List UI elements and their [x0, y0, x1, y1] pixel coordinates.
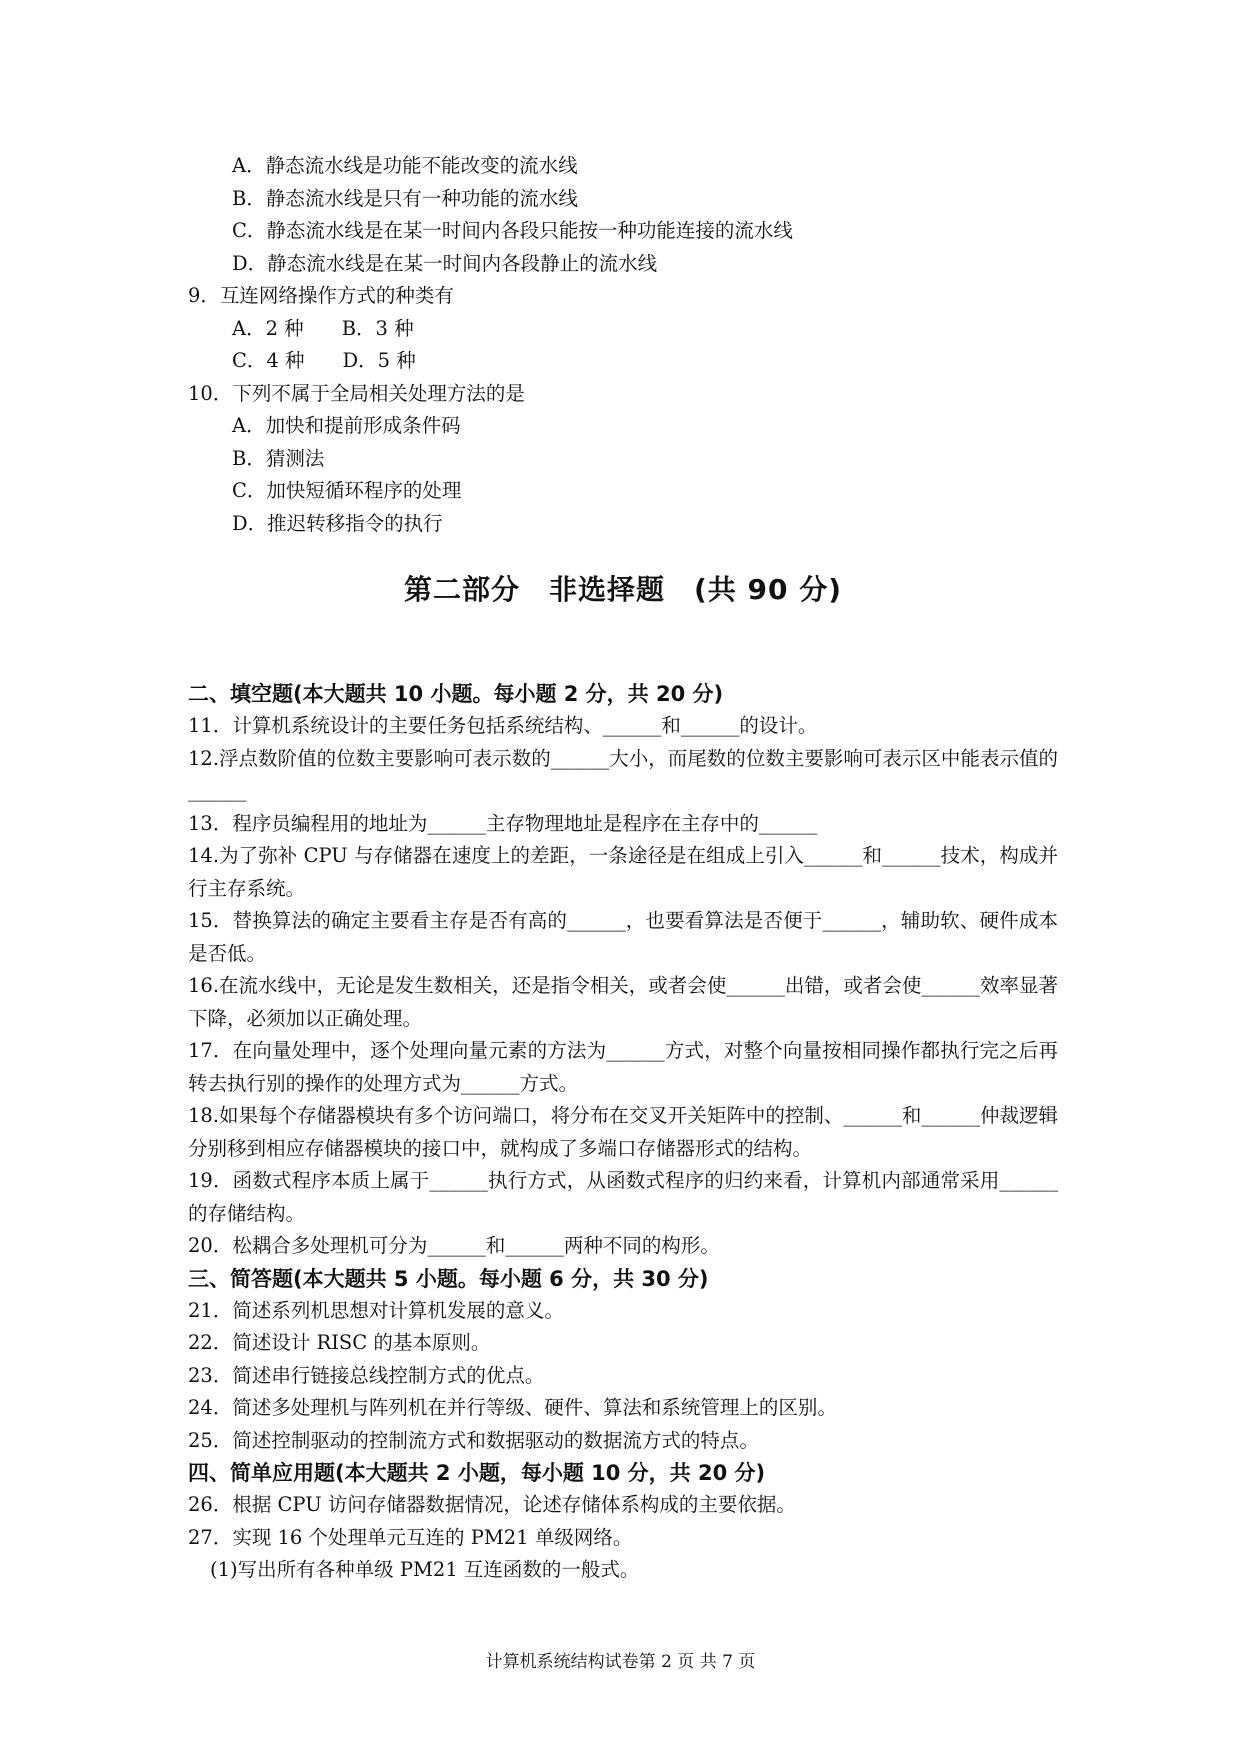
q9-option-b: B．3 种	[341, 316, 414, 340]
q9-stem: 9．互连网络操作方式的种类有	[188, 284, 454, 307]
q8-option-d: D．静态流水线是在某一时间内各段静止的流水线	[232, 251, 658, 275]
exam-content	[188, 150, 1058, 1587]
q10-option-b: B．猜测法	[232, 446, 325, 470]
question-17: 17．在向量处理中，逐个处理向量元素的方法为______方式，对整个向量按相同操作都执行完之后再转去执行别的操作的处理方式为______方式。	[188, 1039, 1058, 1095]
question-12: 12.浮点数阶值的位数主要影响可表示数的______大小，而尾数的位数主要影响可表示区中能表示值的______	[188, 746, 1058, 802]
q8-option-c: C．静态流水线是在某一时间内各段只能按一种功能连接的流水线	[232, 219, 793, 242]
part2-title: 第二部分 非选择题 (共 90 分)	[403, 573, 843, 606]
question-27: 27．实现 16 个处理单元互连的 PM21 单级网络。	[188, 1525, 633, 1549]
question-21: 21．简述系列机思想对计算机发展的意义。	[188, 1298, 564, 1322]
question-11: 11．计算机系统设计的主要任务包括系统结构、______和______的设计。	[188, 714, 818, 737]
q9-option-a: A．2 种	[232, 316, 304, 340]
question-15: 15．替换算法的确定主要看主存是否有高的______，也要看算法是否便于______，辅助软、硬件成本是否低。	[188, 909, 1058, 965]
q9-option-c: C．4 种	[232, 349, 305, 372]
q10-option-c: C．加快短循环程序的处理	[232, 479, 462, 502]
q9-option-d: D．5 种	[342, 349, 416, 372]
q10-option-a: A．加快和提前形成条件码	[232, 414, 461, 437]
question-26: 26．根据 CPU 访问存储器数据情况，论述存储体系构成的主要依据。	[188, 1493, 796, 1516]
q9-options-row1	[188, 313, 1058, 346]
fill-heading: 二、填空题(本大题共 10 小题。每小题 2 分，共 20 分)	[188, 682, 724, 706]
question-27-part-1: (1)写出所有各种单级 PM21 互连函数的一般式。	[210, 1558, 640, 1581]
q9-options-row2	[188, 345, 1058, 378]
question-19: 19．函数式程序本质上属于______执行方式，从函数式程序的归约来看，计算机内部通常采用______的存储结构。	[188, 1169, 1058, 1225]
question-16: 16.在流水线中，无论是发生数相关，还是指令相关，或者会使______出错，或者会使______效率显著下降，必须加以正确处理。	[188, 974, 1058, 1030]
q8-option-a: A．静态流水线是功能不能改变的流水线	[232, 154, 578, 177]
question-13: 13．程序员编程用的地址为______主存物理地址是程序在主存中的______	[188, 811, 818, 835]
question-24: 24．简述多处理机与阵列机在并行等级、硬件、算法和系统管理上的区别。	[188, 1396, 837, 1419]
question-14: 14.为了弥补 CPU 与存储器在速度上的差距，一条途径是在组成上引入______和______技术，构成并行主存系统。	[188, 844, 1058, 900]
q10-stem: 10．下列不属于全局相关处理方法的是	[188, 381, 525, 405]
q8-option-b: B．静态流水线是只有一种功能的流水线	[232, 186, 578, 210]
question-25: 25．简述控制驱动的控制流方式和数据驱动的数据流方式的特点。	[188, 1428, 759, 1452]
q10-option-d: D．推迟转移指令的执行	[232, 511, 443, 535]
question-23: 23．简述串行链接总线控制方式的优点。	[188, 1363, 545, 1387]
page-footer: 计算机系统结构试卷第 2 页 共 7 页	[485, 1652, 756, 1672]
question-22: 22．简述设计 RISC 的基本原则。	[188, 1331, 491, 1354]
question-18: 18.如果每个存储器模块有多个访问端口，将分布在交叉开关矩阵中的控制、______和______仲裁逻辑分别移到相应存储器模块的接口中，就构成了多端口存储器形式的结构。	[188, 1104, 1058, 1160]
application-heading: 四、简单应用题(本大题共 2 小题，每小题 10 分，共 20 分)	[188, 1461, 766, 1485]
question-20: 20．松耦合多处理机可分为______和______两种不同的构形。	[188, 1234, 720, 1257]
short-answer-heading: 三、简答题(本大题共 5 小题。每小题 6 分，共 30 分)	[188, 1266, 709, 1291]
